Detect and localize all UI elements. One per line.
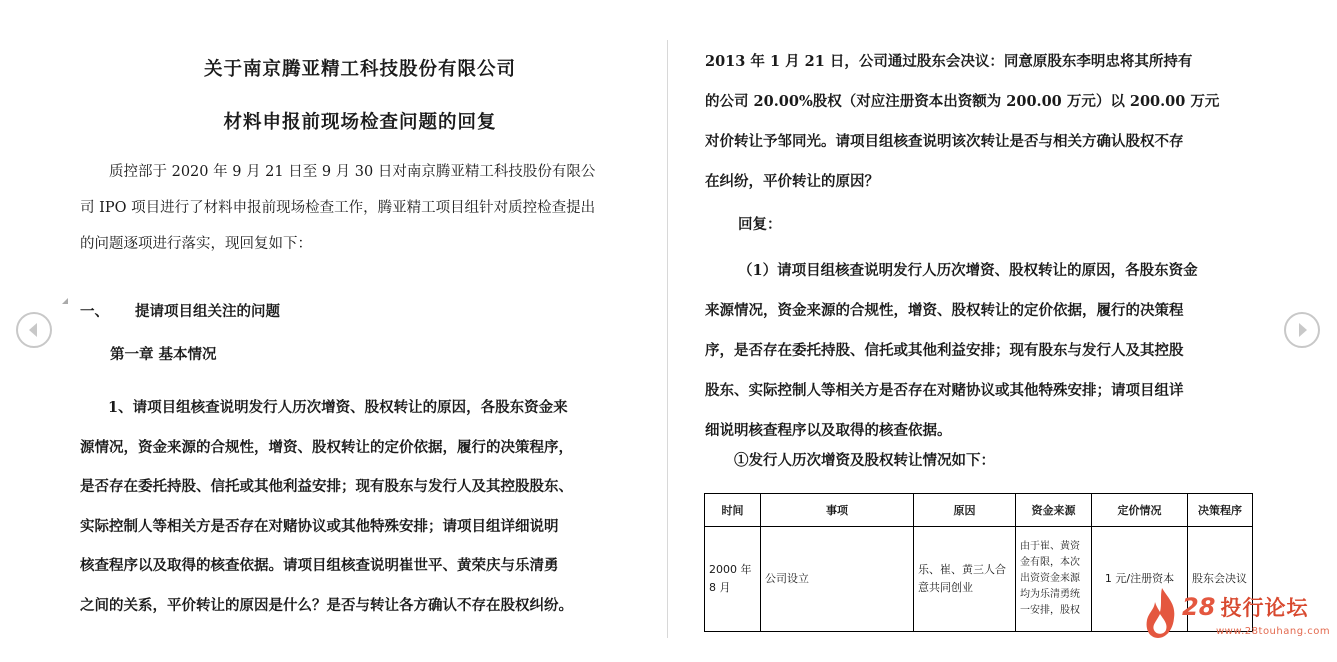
document-title-line-2: 材料申报前现场检查问题的回复 (223, 112, 497, 133)
question-paragraph (80, 388, 640, 625)
intro-line: 质控部于 2020 年 9 月 21 日至 9 月 30 日对南京腾亚精工科技股份有限公 (109, 164, 596, 180)
question-line: 之间的关系，平价转让的原因是什么？是否与转让各方确认不存在股权纠纷。 (80, 596, 573, 614)
table-cell: 股东会决议 (1188, 527, 1253, 632)
question-cont-line: 2013 年 1 月 21 日，公司通过股东会决议：同意原股东李明忠将其所持有 (705, 53, 1193, 70)
table-cell: 公司设立 (761, 527, 914, 632)
question-cont-line: 对价转让予邹同光。请项目组核查说明该次转让是否与相关方确认股权不存 (705, 133, 1184, 150)
table-cell: 乐、崔、黄三人合意共同创业 (914, 527, 1016, 632)
reply-paragraph (705, 251, 1265, 451)
question-line: 核查程序以及取得的核查依据。请项目组核查说明崔世平、黄荣庆与乐清勇 (80, 557, 559, 574)
table-header-cell: 时间 (705, 494, 761, 527)
left-document-page (55, 0, 665, 662)
question-line: 1、请项目组核查说明发行人历次增资、股权转让的原因，各股东资金来 (108, 399, 568, 416)
document-title-line-1: 关于南京腾亚精工科技股份有限公司 (203, 59, 516, 80)
table-cell: 2000 年 8 月 (705, 527, 761, 632)
table-header-cell: 定价情况 (1092, 494, 1188, 527)
reply-line: 股东、实际控制人等相关方是否存在对赌协议或其他特殊安排；请项目组详 (705, 382, 1184, 399)
reply-line: 来源情况，资金来源的合规性，增资、股权转让的定价依据，履行的决策程 (705, 302, 1184, 319)
question-continuation (705, 42, 1265, 202)
previous-page-button[interactable] (16, 312, 52, 348)
table-cell: 由于崔、黄资金有限，本次出资资金来源均为乐清勇统一安排，股权 (1016, 527, 1092, 632)
question-cont-line: 在纠纷，平价转让的原因？ (705, 173, 879, 190)
table-header-cell: 资金来源 (1016, 494, 1092, 527)
flame-icon (1142, 584, 1182, 644)
question-line: 源情况，资金来源的合规性，增资、股权转让的定价依据，履行的决策程序， (80, 438, 573, 456)
table-cell: 1 元/注册资本 (1092, 527, 1188, 632)
section-number: 一、 (80, 303, 109, 320)
question-cont-line: 的公司 20.00%股权（对应注册资本出资额为 200.00 万元）以 200.00 万元 (705, 93, 1220, 110)
logo-number: 28 (1182, 593, 1216, 621)
table-intro-heading: ①发行人历次增资及股权转让情况如下： (734, 452, 995, 469)
chapter-heading: 第一章 基本情况 (110, 346, 217, 363)
reply-label: 回复： (738, 216, 782, 233)
question-line: 是否存在委托持股、信托或其他利益安排；现有股东与发行人及其控股股东、 (80, 478, 573, 495)
reply-line: 细说明核查程序以及取得的核查依据。 (705, 422, 952, 439)
section-title: 提请项目组关注的问题 (135, 303, 280, 320)
reply-line: （1）请项目组核查说明发行人历次增资、股权转让的原因，各股东资金 (738, 262, 1198, 279)
watermark-logo (1142, 584, 1332, 644)
reply-line: 序，是否存在委托持股、信托或其他利益安排；现有股东与发行人及其控股 (705, 342, 1184, 359)
question-line: 实际控制人等相关方是否存在对赌协议或其他特殊安排；请项目组详细说明 (80, 517, 559, 535)
page-corner-marker (62, 298, 68, 304)
table-header-cell: 事项 (761, 494, 914, 527)
next-page-button[interactable] (1284, 312, 1320, 348)
intro-line: 司 IPO 项目进行了材料申报前现场检查工作，腾亚精工项目组针对质控检查提出 (80, 200, 596, 216)
logo-wordmark (1182, 592, 1309, 622)
table-header-cell: 原因 (914, 494, 1016, 527)
table-header-cell: 决策程序 (1188, 494, 1253, 527)
logo-name: 投行论坛 (1220, 596, 1309, 620)
table-header-row (705, 494, 1253, 527)
page-divider (667, 40, 668, 638)
intro-paragraph (80, 154, 640, 262)
logo-url: www.28touhang.com (1216, 626, 1331, 637)
chevron-left-icon (18, 314, 50, 346)
intro-line: 的问题逐项进行落实，现回复如下： (80, 236, 312, 252)
chevron-right-icon (1286, 314, 1318, 346)
